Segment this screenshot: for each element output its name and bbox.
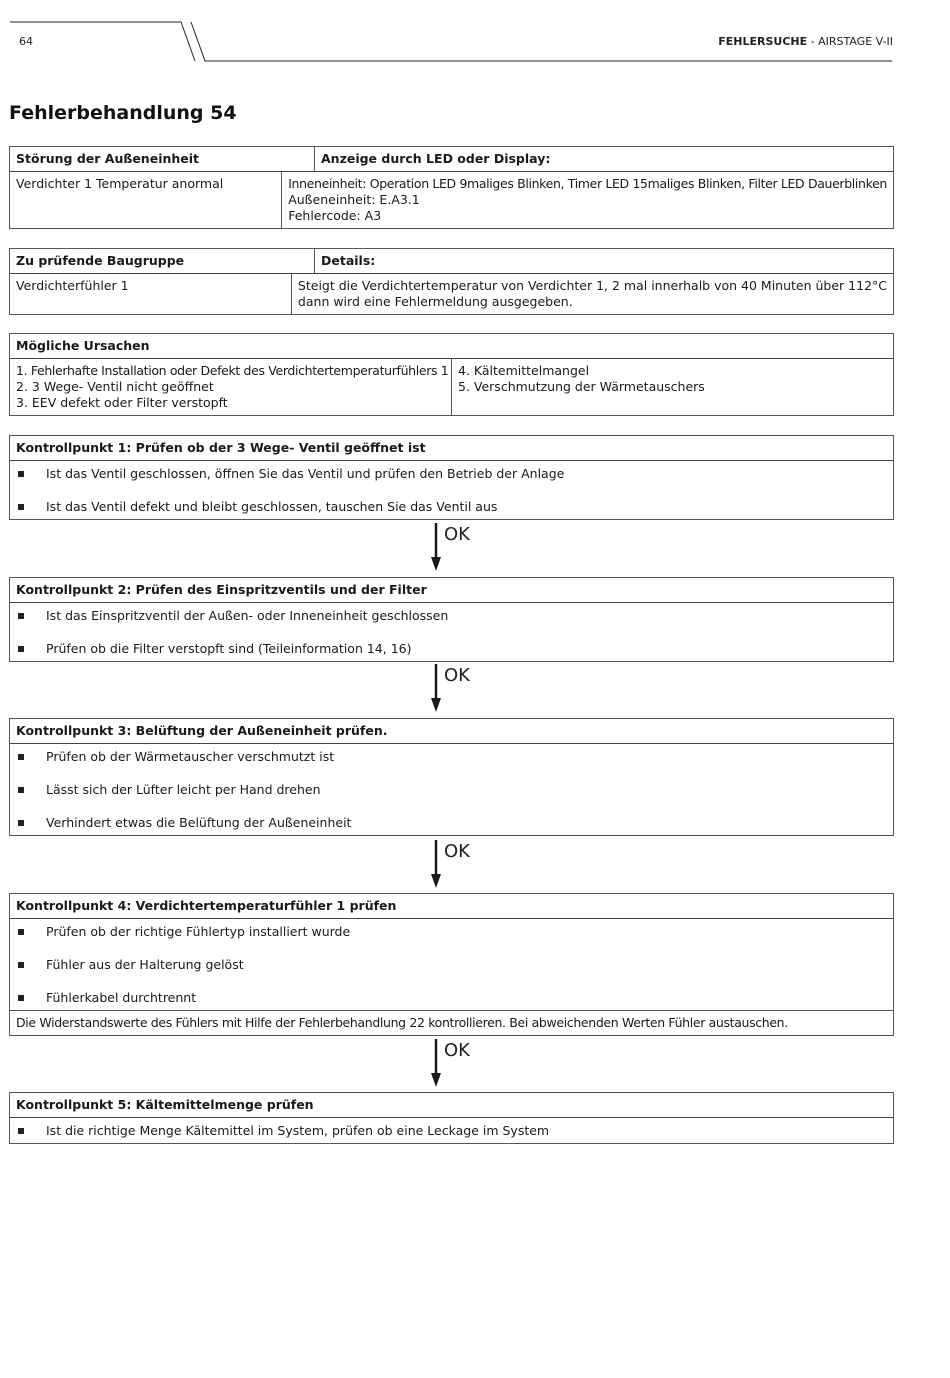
bullet-square-icon [18,471,24,477]
details-col-header: Details: [314,249,893,273]
bullet-square-icon [18,646,24,652]
checkpoint-header [10,578,893,603]
ok-label: OK [444,665,470,686]
checkpoint-title: Kontrollpunkt 4: Verdichtertemperaturfühler 1 prüfen [16,898,397,913]
checkpoint-item-text: Ist das Ventil defekt und bleibt geschlossen, tauschen Sie das Ventil aus [46,499,498,514]
checkpoint-3 [9,718,894,836]
flow-arrow-4 [428,1037,488,1089]
checkpoint-title: Kontrollpunkt 5: Kältemittelmenge prüfen [16,1097,314,1112]
bullet-square-icon [18,995,24,1001]
ok-label: OK [444,524,470,545]
checkpoint-4 [9,893,894,1036]
page-title: Fehlerbehandlung 54 [9,102,237,124]
checkpoint-item [10,810,893,835]
fault-col-header: Störung der Außeneinheit [16,151,200,166]
checkpoint-item [10,636,893,661]
page-number: 64 [19,35,33,48]
checkpoint-5 [9,1092,894,1144]
fault-description: Verdichter 1 Temperatur anormal [16,176,224,191]
fault-table-header [10,147,893,172]
checkpoint-item [10,494,893,519]
bullet-square-icon [18,820,24,826]
checkpoint-item [10,985,893,1010]
component-table-header [10,249,893,274]
checkpoint-item [10,777,893,810]
causes-table [9,333,894,416]
checkpoint-item-text: Verhindert etwas die Belüftung der Außeneinheit [46,815,352,830]
checkpoint-item-text: Ist das Ventil geschlossen, öffnen Sie das Ventil und prüfen den Betrieb der Anlage [46,466,565,481]
display-col-header: Anzeige durch LED oder Display: [314,147,893,171]
product-label: - AIRSTAGE V-II [807,35,893,48]
checkpoint-item [10,1118,893,1143]
checkpoint-item-text: Fühlerkabel durchtrennt [46,990,197,1005]
cause-item: 1. Fehlerhafte Installation oder Defekt des Verdichtertemperaturfühlers 1 [16,363,449,378]
causes-row [10,359,893,415]
component-table [9,248,894,315]
component-table-row [10,274,893,314]
checkpoint-header [10,436,893,461]
fault-table-row [10,172,893,228]
display-line: Fehlercode: A3 [288,208,382,223]
running-header [718,35,893,48]
cause-item: 5. Verschmutzung der Wärmetauschers [458,379,705,394]
cause-item: 3. EEV defekt oder Filter verstopft [16,395,228,410]
checkpoint-item-text: Fühler aus der Halterung gelöst [46,957,244,972]
bullet-square-icon [18,787,24,793]
causes-header [10,334,893,359]
display-line: Außeneinheit: E.A3.1 [288,192,420,207]
checkpoint-item [10,919,893,952]
flow-arrow-2 [428,662,488,714]
checkpoint-item-text: Lässt sich der Lüfter leicht per Hand drehen [46,782,321,797]
detail-line: Steigt die Verdichtertemperatur von Verdichter 1, 2 mal innerhalb von 40 Minuten über 112°C [297,278,887,293]
checkpoint-note: Die Widerstandswerte des Fühlers mit Hilfe der Fehlerbehandlung 22 kontrollieren. Bei abweichenden Werten Fühler austauschen. [10,1010,893,1035]
checkpoint-header [10,719,893,744]
fault-table [9,146,894,229]
flow-arrow-3 [428,838,488,890]
display-line: Inneneinheit: Operation LED 9maliges Blinken, Timer LED 15maliges Blinken, Filter LED Dauerblinken [288,176,887,191]
checkpoint-item [10,952,893,985]
cause-item: 4. Kältemittelmangel [458,363,590,378]
causes-title: Mögliche Ursachen [16,338,150,353]
flow-arrow-1 [428,521,488,573]
component-col-header: Zu prüfende Baugruppe [16,253,185,268]
component-details [291,274,893,314]
checkpoint-item [10,603,893,636]
section-label: FEHLERSUCHE [718,35,808,48]
checkpoint-item-text: Prüfen ob der richtige Fühlertyp installiert wurde [46,924,351,939]
checkpoint-title: Kontrollpunkt 3: Belüftung der Außeneinheit prüfen. [16,723,388,738]
checkpoint-title: Kontrollpunkt 2: Prüfen des Einspritzventils und der Filter [16,582,427,597]
ok-label: OK [444,841,470,862]
checkpoint-header [10,894,893,919]
component-name: Verdichterfühler 1 [16,278,129,293]
causes-left [10,359,451,415]
checkpoint-item [10,744,893,777]
checkpoint-header [10,1093,893,1118]
bullet-square-icon [18,962,24,968]
display-info [281,172,893,228]
checkpoint-1 [9,435,894,520]
bullet-square-icon [18,929,24,935]
bullet-square-icon [18,504,24,510]
bullet-square-icon [18,1128,24,1134]
cause-item: 2. 3 Wege- Ventil nicht geöffnet [16,379,214,394]
detail-line: dann wird eine Fehlermeldung ausgegeben. [297,294,573,309]
checkpoint-item-text: Ist die richtige Menge Kältemittel im System, prüfen ob eine Leckage im System [46,1123,550,1138]
causes-right [451,359,893,415]
checkpoint-title: Kontrollpunkt 1: Prüfen ob der 3 Wege- Ventil geöffnet ist [16,440,426,455]
checkpoint-item [10,461,893,494]
checkpoint-2 [9,577,894,662]
checkpoint-item-text: Prüfen ob der Wärmetauscher verschmutzt ist [46,749,335,764]
bullet-square-icon [18,613,24,619]
page-header [0,0,950,70]
checkpoint-item-text: Ist das Einspritzventil der Außen- oder Inneneinheit geschlossen [46,608,449,623]
checkpoint-item-text: Prüfen ob die Filter verstopft sind (Teileinformation 14, 16) [46,641,412,656]
ok-label: OK [444,1040,470,1061]
bullet-square-icon [18,754,24,760]
